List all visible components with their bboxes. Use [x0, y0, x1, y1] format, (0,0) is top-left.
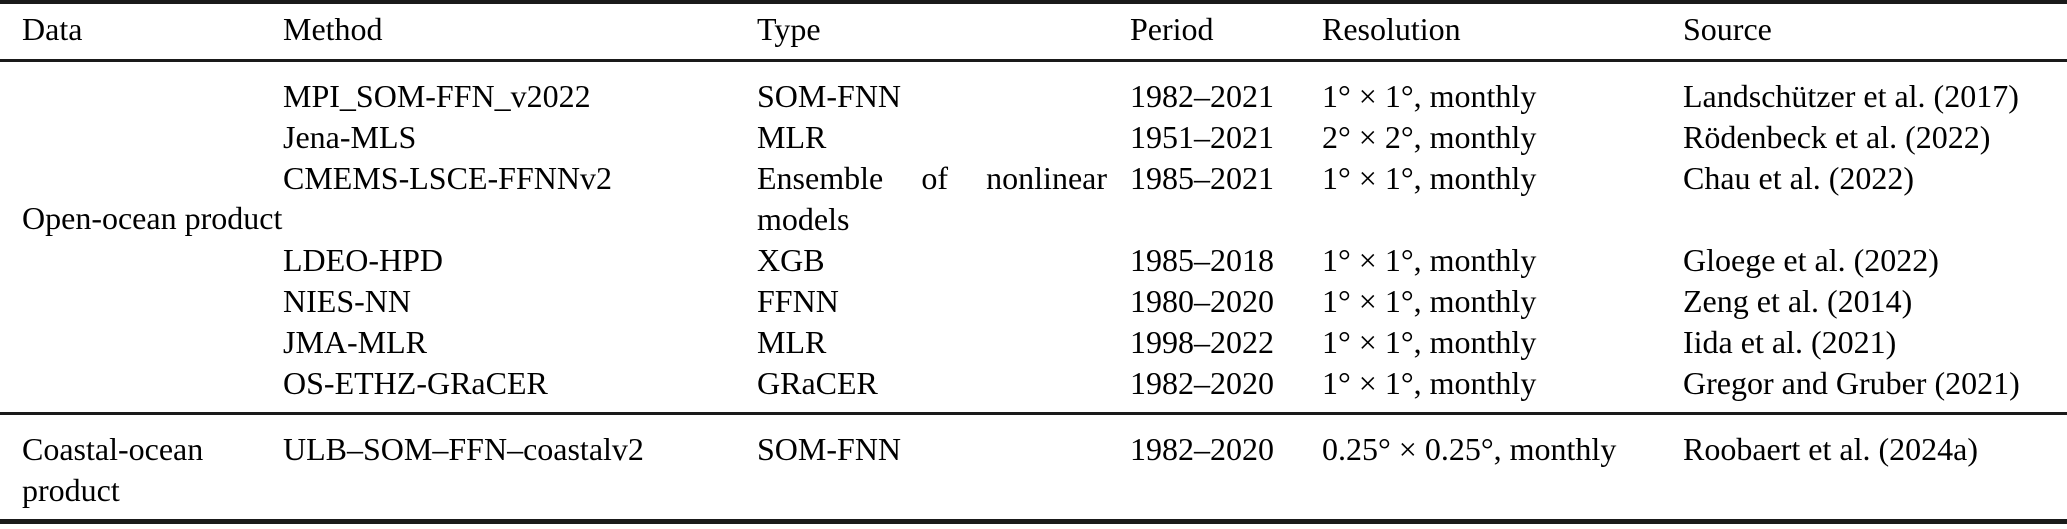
column-header-resolution: Resolution — [1322, 10, 1461, 47]
coastal-ocean-section — [0, 413, 2067, 521]
type-cell: SOM-FNN — [757, 77, 902, 114]
period-cell: 1982–2021 — [1130, 77, 1274, 114]
resolution-cell: 1° × 1°, monthly — [1322, 159, 1537, 196]
source-cell: Gregor and Gruber (2021) — [1683, 364, 2020, 401]
table-row — [0, 60, 2067, 117]
period-cell: 1982–2020 — [1130, 364, 1274, 401]
source-cell: Chau et al. (2022) — [1683, 159, 1915, 196]
table-row — [0, 240, 2067, 281]
period-cell: 1980–2020 — [1130, 282, 1274, 319]
open-ocean-section — [0, 60, 2067, 413]
column-header-method: Method — [283, 10, 383, 47]
type-cell: Ensemble of nonlinear models — [757, 159, 1107, 237]
column-header-type: Type — [757, 10, 821, 47]
table-row — [0, 281, 2067, 322]
table-header — [0, 2, 2067, 60]
data-category-cell: Coastal-ocean product — [22, 430, 204, 508]
resolution-cell: 1° × 1°, monthly — [1322, 282, 1537, 319]
table-row — [0, 117, 2067, 158]
source-cell: Roobaert et al. (2024a) — [1683, 430, 1978, 467]
method-cell: OS-ETHZ-GRaCER — [283, 364, 548, 401]
column-header-data: Data — [22, 10, 83, 47]
method-cell: LDEO-HPD — [283, 241, 443, 278]
method-cell: Jena-MLS — [283, 118, 417, 155]
method-cell: JMA-MLR — [283, 323, 428, 360]
resolution-cell: 2° × 2°, monthly — [1322, 118, 1537, 155]
method-cell: CMEMS-LSCE-FFNNv2 — [283, 159, 612, 196]
table-row — [0, 322, 2067, 363]
column-header-period: Period — [1130, 10, 1214, 47]
table-row — [0, 158, 2067, 240]
type-cell: SOM-FNN — [757, 430, 902, 467]
resolution-cell: 1° × 1°, monthly — [1322, 241, 1537, 278]
type-cell: GRaCER — [757, 364, 878, 401]
table-row — [0, 413, 2067, 521]
type-cell: FFNN — [757, 282, 839, 319]
period-cell: 1951–2021 — [1130, 118, 1274, 155]
type-cell: XGB — [757, 241, 825, 278]
source-cell: Zeng et al. (2014) — [1683, 282, 1913, 319]
table-header-row — [0, 2, 2067, 60]
source-cell: Landschützer et al. (2017) — [1683, 77, 2019, 114]
source-cell: Iida et al. (2021) — [1683, 323, 1897, 360]
period-cell: 1998–2022 — [1130, 323, 1274, 360]
method-cell: ULB–SOM–FFN–coastalv2 — [283, 430, 644, 467]
method-cell: NIES-NN — [283, 282, 411, 319]
type-cell: MLR — [757, 323, 827, 360]
resolution-cell: 1° × 1°, monthly — [1322, 77, 1537, 114]
source-cell: Gloege et al. (2022) — [1683, 241, 1939, 278]
resolution-cell: 1° × 1°, monthly — [1322, 323, 1537, 360]
source-cell: Rödenbeck et al. (2022) — [1683, 118, 1991, 155]
period-cell: 1985–2021 — [1130, 159, 1274, 196]
table-row — [0, 363, 2067, 414]
data-category-cell: Open-ocean product — [22, 200, 283, 236]
column-header-source: Source — [1683, 10, 1772, 47]
period-cell: 1985–2018 — [1130, 241, 1274, 278]
type-cell: MLR — [757, 118, 827, 155]
resolution-cell: 1° × 1°, monthly — [1322, 364, 1537, 401]
resolution-cell: 0.25° × 0.25°, monthly — [1322, 430, 1617, 467]
period-cell: 1982–2020 — [1130, 430, 1274, 467]
method-cell: MPI_SOM-FFN_v2022 — [283, 77, 591, 114]
